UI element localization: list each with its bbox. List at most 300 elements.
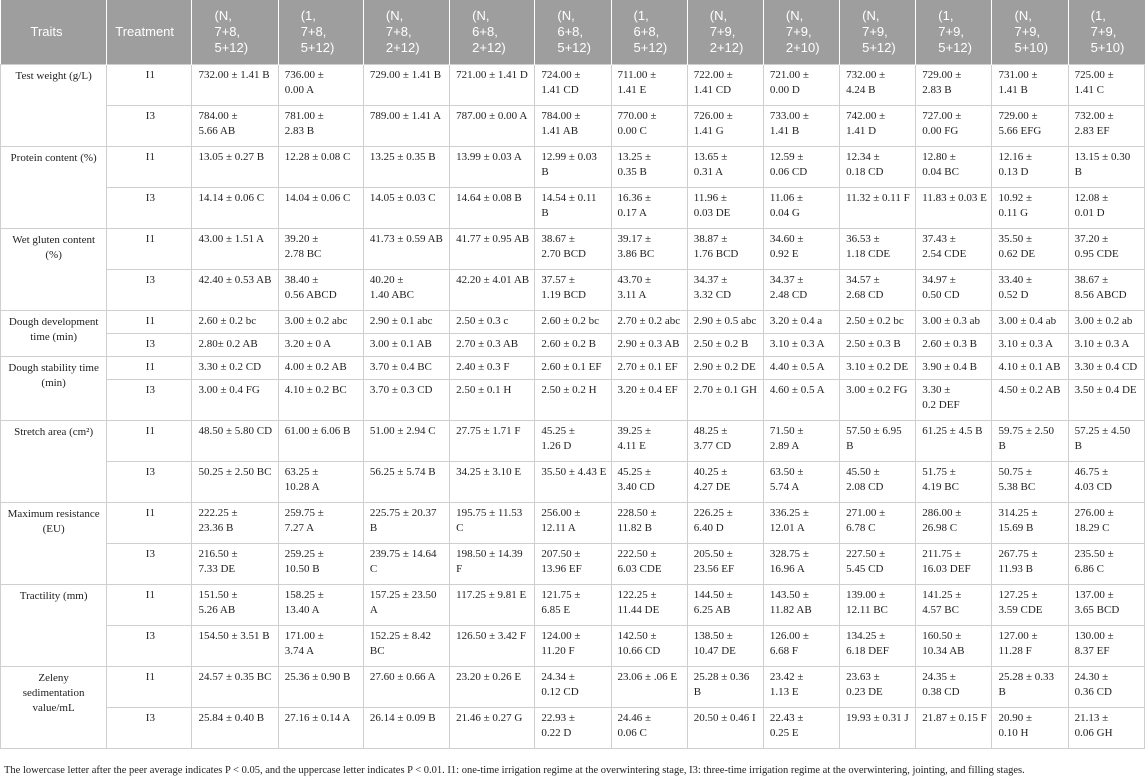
value-line: 1.76 BCD xyxy=(693,248,739,260)
value-cell xyxy=(192,421,278,462)
value-line: 24.30 ± xyxy=(1074,671,1109,683)
value-line: 4.60 ± 0.5 A xyxy=(769,384,825,396)
value-cell xyxy=(535,334,611,357)
value-cell xyxy=(192,462,278,503)
value-cell xyxy=(278,380,363,421)
value-cell xyxy=(916,503,992,544)
value-line: 10.92 ± xyxy=(998,192,1033,204)
value-line: 13.05 ± 0.27 B xyxy=(198,151,265,163)
value-cell xyxy=(192,147,278,188)
value-cell xyxy=(535,667,611,708)
value-line: 126.50 ± 3.42 F xyxy=(456,630,527,642)
value-cell xyxy=(450,585,535,626)
value-cell xyxy=(916,270,992,311)
value-line: 1.26 D xyxy=(541,440,572,452)
value-line: 137.00 ± xyxy=(1074,589,1114,601)
value-cell xyxy=(450,357,535,380)
value-line: 14.64 ± 0.08 B xyxy=(456,192,522,204)
value-cell xyxy=(450,229,535,270)
value-line: 151.50 ± xyxy=(198,589,238,601)
value-line: 1.41 CD xyxy=(541,84,579,96)
value-cell xyxy=(916,334,992,357)
value-cell xyxy=(763,188,839,229)
value-line: 0.00 D xyxy=(769,84,800,96)
value-line: 0.17 A xyxy=(617,207,647,219)
value-line: 5.66 EFG xyxy=(998,125,1042,137)
value-line: 2.80± 0.2 AB xyxy=(198,338,258,350)
value-line: 10.47 DE xyxy=(693,645,736,657)
value-line: 127.25 ± xyxy=(998,589,1038,601)
value-cell xyxy=(1068,270,1144,311)
value-cell xyxy=(916,65,992,106)
value-line: 51.75 ± xyxy=(922,466,956,478)
value-line: 3.10 ± 0.2 DE xyxy=(846,361,909,373)
value-cell xyxy=(363,106,449,147)
value-line: 271.00 ± xyxy=(846,507,886,519)
value-cell xyxy=(763,311,839,334)
value-line: 11.82 AB xyxy=(769,604,812,616)
value-line: 8.56 ABCD xyxy=(1074,289,1127,301)
value-cell xyxy=(535,462,611,503)
value-cell xyxy=(763,585,839,626)
trait-name: Dough development time (min) xyxy=(1,311,107,357)
value-cell xyxy=(840,626,916,667)
value-line: 2.54 CDE xyxy=(922,248,967,260)
value-line: 7.33 DE xyxy=(198,563,236,575)
value-cell xyxy=(840,708,916,749)
value-cell xyxy=(916,147,992,188)
value-line: 4.57 BC xyxy=(922,604,959,616)
value-cell xyxy=(363,462,449,503)
value-line: 45.25 ± xyxy=(617,466,652,478)
value-line: 2.83 EF xyxy=(1074,125,1110,137)
value-cell xyxy=(1068,188,1144,229)
value-line: 3.30 ± xyxy=(922,384,951,396)
value-line: 2.90 ± 0.3 AB xyxy=(617,338,680,350)
value-cell xyxy=(916,380,992,421)
header-traits: Traits xyxy=(1,0,107,65)
treatment-cell: I3 xyxy=(107,270,192,311)
value-cell xyxy=(535,106,611,147)
value-cell xyxy=(450,65,535,106)
value-line: 41.77 ± 0.95 AB xyxy=(456,233,530,245)
value-cell xyxy=(278,357,363,380)
value-cell xyxy=(992,421,1068,462)
value-line: 24.35 ± xyxy=(922,671,956,683)
value-cell xyxy=(363,229,449,270)
value-line: 0.10 H xyxy=(998,727,1029,739)
value-line: 21.13 ± xyxy=(1074,712,1109,724)
value-cell xyxy=(278,188,363,229)
value-line: 2.70 ± 0.1 EF xyxy=(617,361,678,373)
value-cell xyxy=(192,229,278,270)
value-line: 1.18 CDE xyxy=(846,248,891,260)
value-cell xyxy=(916,106,992,147)
value-line: 1.41 AB xyxy=(541,125,579,137)
header-genotype: (N, 6+8, 5+12) xyxy=(535,0,611,65)
value-line: 12.80 ± xyxy=(922,151,956,163)
trait-name: Tractility (mm) xyxy=(1,585,107,667)
table-row xyxy=(1,65,1145,106)
value-cell xyxy=(278,106,363,147)
value-line: 1.41 B xyxy=(998,84,1028,96)
value-line: 38.67 ± xyxy=(541,233,575,245)
value-cell xyxy=(611,357,687,380)
value-line: 57.50 ± 6.95 B xyxy=(846,425,902,452)
value-cell xyxy=(611,503,687,544)
value-cell xyxy=(535,585,611,626)
value-line: 34.60 ± xyxy=(769,233,804,245)
value-line: 10.66 CD xyxy=(617,645,661,657)
value-cell xyxy=(916,188,992,229)
value-cell xyxy=(840,147,916,188)
value-cell xyxy=(192,270,278,311)
value-line: 171.00 ± xyxy=(284,630,324,642)
value-cell xyxy=(278,462,363,503)
value-line: 3.77 CD xyxy=(693,440,732,452)
value-line: 0.18 CD xyxy=(846,166,884,178)
value-line: 0.36 CD xyxy=(1074,686,1112,698)
value-cell xyxy=(535,544,611,585)
value-line: 26.14 ± 0.09 B xyxy=(369,712,436,724)
value-line: 23.56 EF xyxy=(693,563,735,575)
value-line: 6.03 CDE xyxy=(617,563,662,575)
value-line: 124.00 ± xyxy=(541,630,581,642)
value-cell xyxy=(992,270,1068,311)
value-cell xyxy=(992,585,1068,626)
value-line: 2.68 CD xyxy=(846,289,884,301)
value-line: 0.06 C xyxy=(617,727,647,739)
value-line: 122.25 ± xyxy=(617,589,657,601)
value-line: 721.00 ± xyxy=(769,69,809,81)
value-cell xyxy=(1068,462,1144,503)
value-line: 3.20 ± 0 A xyxy=(284,338,332,350)
value-cell xyxy=(840,311,916,334)
value-line: 0.06 GH xyxy=(1074,727,1113,739)
value-line: 13.65 ± xyxy=(693,151,728,163)
header-genotype: (1, 7+9, 5+10) xyxy=(1068,0,1144,65)
value-cell xyxy=(840,357,916,380)
value-line: 0.56 ABCD xyxy=(284,289,337,301)
value-line: 4.19 BC xyxy=(922,481,959,493)
trait-name: Maximum resistance (EU) xyxy=(1,503,107,585)
value-line: 38.40 ± xyxy=(284,274,319,286)
value-line: 0.11 G xyxy=(998,207,1029,219)
value-line: 2.48 CD xyxy=(769,289,808,301)
value-cell xyxy=(763,270,839,311)
value-cell xyxy=(763,106,839,147)
value-line: 34.25 ± 3.10 E xyxy=(456,466,522,478)
treatment-cell: I1 xyxy=(107,503,192,544)
value-line: 12.34 ± xyxy=(846,151,880,163)
value-cell xyxy=(992,357,1068,380)
value-line: 27.16 ± 0.14 A xyxy=(284,712,351,724)
table-row xyxy=(1,229,1145,270)
value-cell xyxy=(450,311,535,334)
value-line: 770.00 ± xyxy=(617,110,657,122)
value-cell xyxy=(763,626,839,667)
value-line: 2.50 ± 0.2 bc xyxy=(846,315,904,327)
value-line: 152.25 ± 8.42 BC xyxy=(369,630,431,657)
table-row xyxy=(1,147,1145,188)
value-cell xyxy=(992,503,1068,544)
value-line: 10.28 A xyxy=(284,481,320,493)
trait-name: Zeleny sedimentation value/mL xyxy=(1,667,107,749)
value-cell xyxy=(687,667,763,708)
table-row xyxy=(1,334,1145,357)
value-line: 11.82 B xyxy=(617,522,652,534)
value-line: 10.34 AB xyxy=(922,645,965,657)
value-cell xyxy=(763,708,839,749)
value-line: 0.92 E xyxy=(769,248,799,260)
value-line: 16.36 ± xyxy=(617,192,652,204)
value-line: 157.25 ± 23.50 A xyxy=(369,589,437,616)
value-cell xyxy=(687,106,763,147)
value-cell xyxy=(1068,421,1144,462)
value-cell xyxy=(840,462,916,503)
value-line: 24.46 ± xyxy=(617,712,652,724)
value-line: 4.00 ± 0.2 AB xyxy=(284,361,347,373)
value-line: 0.35 B xyxy=(617,166,647,178)
value-line: 5.38 BC xyxy=(998,481,1036,493)
value-cell xyxy=(840,667,916,708)
value-line: 6.68 F xyxy=(769,645,799,657)
value-line: 3.32 CD xyxy=(693,289,732,301)
value-line: 222.25 ± xyxy=(198,507,238,519)
value-cell xyxy=(278,65,363,106)
value-line: 6.86 C xyxy=(1074,563,1105,575)
trait-name: Protein content (%) xyxy=(1,147,107,229)
value-line: 14.05 ± 0.03 C xyxy=(369,192,436,204)
value-line: 267.75 ± xyxy=(998,548,1038,560)
value-line: 127.00 ± xyxy=(998,630,1038,642)
value-line: 37.43 ± xyxy=(922,233,956,245)
value-cell xyxy=(535,188,611,229)
value-line: 205.50 ± xyxy=(693,548,733,560)
value-line: 314.25 ± xyxy=(998,507,1038,519)
value-cell xyxy=(763,65,839,106)
value-line: 36.53 ± xyxy=(846,233,880,245)
value-line: 50.25 ± 2.50 BC xyxy=(198,466,272,478)
value-cell xyxy=(363,311,449,334)
value-cell xyxy=(611,585,687,626)
value-line: 3.00 ± 0.4 FG xyxy=(198,384,260,396)
value-cell xyxy=(278,503,363,544)
value-line: 0.00 C xyxy=(617,125,647,137)
value-cell xyxy=(916,585,992,626)
value-line: 143.50 ± xyxy=(769,589,809,601)
table-row xyxy=(1,626,1145,667)
value-line: 3.10 ± 0.3 A xyxy=(998,338,1054,350)
value-cell xyxy=(611,380,687,421)
value-cell xyxy=(1068,357,1144,380)
table-row xyxy=(1,357,1145,380)
value-line: 0.22 D xyxy=(541,727,572,739)
value-cell xyxy=(278,421,363,462)
value-cell xyxy=(763,229,839,270)
value-cell xyxy=(763,503,839,544)
table-row xyxy=(1,380,1145,421)
value-line: 57.25 ± 4.50 B xyxy=(1074,425,1131,452)
value-line: 3.30 ± 0.4 CD xyxy=(1074,361,1138,373)
value-line: 259.25 ± xyxy=(284,548,324,560)
value-line: 225.75 ± 20.37 B xyxy=(369,507,437,534)
value-line: 12.11 BC xyxy=(846,604,888,616)
value-cell xyxy=(1068,65,1144,106)
table-row xyxy=(1,311,1145,334)
value-line: 198.50 ± 14.39 F xyxy=(456,548,523,575)
table-row xyxy=(1,106,1145,147)
value-cell xyxy=(192,380,278,421)
value-cell xyxy=(450,188,535,229)
value-cell xyxy=(192,188,278,229)
value-cell xyxy=(278,544,363,585)
value-line: 731.00 ± xyxy=(998,69,1038,81)
value-cell xyxy=(450,270,535,311)
value-line: 3.00 ± 0.1 AB xyxy=(369,338,432,350)
value-line: 142.50 ± xyxy=(617,630,657,642)
value-line: 138.50 ± xyxy=(693,630,733,642)
value-line: 2.60 ± 0.1 EF xyxy=(541,361,602,373)
value-cell xyxy=(363,708,449,749)
value-cell xyxy=(763,380,839,421)
value-cell xyxy=(1068,147,1144,188)
value-line: 228.50 ± xyxy=(617,507,657,519)
value-line: 742.00 ± xyxy=(846,110,886,122)
value-cell xyxy=(687,334,763,357)
value-line: 23.36 B xyxy=(198,522,234,534)
value-line: 39.20 ± xyxy=(284,233,319,245)
value-line: 0.31 A xyxy=(693,166,724,178)
header-genotype: (N, 7+9, 5+12) xyxy=(840,0,916,65)
header-genotype: (N, 7+8, 5+12) xyxy=(192,0,278,65)
value-line: 721.00 ± 1.41 D xyxy=(456,69,528,81)
value-line: 1.41 E xyxy=(617,84,647,96)
value-cell xyxy=(278,626,363,667)
value-line: 2.70 ± 0.3 AB xyxy=(456,338,519,350)
value-line: 12.28 ± 0.08 C xyxy=(284,151,351,163)
value-line: 21.87 ± 0.15 F xyxy=(922,712,987,724)
value-line: 13.96 EF xyxy=(541,563,582,575)
value-cell xyxy=(192,106,278,147)
value-line: 4.10 ± 0.1 AB xyxy=(998,361,1061,373)
value-line: 239.75 ± 14.64 C xyxy=(369,548,437,575)
value-cell xyxy=(278,708,363,749)
value-cell xyxy=(1068,503,1144,544)
trait-name: Test weight (g/L) xyxy=(1,65,107,147)
value-cell xyxy=(363,585,449,626)
value-cell xyxy=(611,270,687,311)
table-row xyxy=(1,544,1145,585)
value-line: 216.50 ± xyxy=(198,548,238,560)
value-line: 16.96 A xyxy=(769,563,805,575)
value-cell xyxy=(687,311,763,334)
value-cell xyxy=(278,270,363,311)
value-cell xyxy=(687,585,763,626)
value-line: 39.25 ± xyxy=(617,425,652,437)
value-line: 20.50 ± 0.46 I xyxy=(693,712,756,724)
value-cell xyxy=(611,626,687,667)
value-cell xyxy=(611,65,687,106)
value-line: 11.96 ± xyxy=(693,192,727,204)
value-line: 11.20 F xyxy=(541,645,575,657)
value-cell xyxy=(916,311,992,334)
value-cell xyxy=(363,188,449,229)
value-line: 5.66 AB xyxy=(198,125,236,137)
value-line: 144.50 ± xyxy=(693,589,733,601)
value-cell xyxy=(916,667,992,708)
value-line: 40.25 ± xyxy=(693,466,728,478)
value-cell xyxy=(840,585,916,626)
value-line: 61.00 ± 6.06 B xyxy=(284,425,351,437)
value-cell xyxy=(450,380,535,421)
header-row xyxy=(1,0,1145,65)
value-line: 20.90 ± xyxy=(998,712,1033,724)
value-line: 25.84 ± 0.40 B xyxy=(198,712,265,724)
value-line: 2.70 ± 0.2 abc xyxy=(617,315,681,327)
value-line: 6.40 D xyxy=(693,522,724,534)
value-line: 34.57 ± xyxy=(846,274,880,286)
value-cell xyxy=(992,188,1068,229)
value-cell xyxy=(1068,667,1144,708)
value-line: 40.20 ± xyxy=(369,274,404,286)
value-cell xyxy=(763,421,839,462)
value-line: 2.70 BCD xyxy=(541,248,586,260)
value-line: 276.00 ± xyxy=(1074,507,1114,519)
value-cell xyxy=(840,421,916,462)
value-line: 4.11 E xyxy=(617,440,646,452)
value-cell xyxy=(992,106,1068,147)
value-line: 3.10 ± 0.3 A xyxy=(1074,338,1130,350)
value-line: 0.00 A xyxy=(284,84,315,96)
value-line: 14.04 ± 0.06 C xyxy=(284,192,351,204)
value-line: 38.87 ± xyxy=(693,233,728,245)
value-line: 3.86 BC xyxy=(617,248,655,260)
header-genotype: (1, 7+9, 5+12) xyxy=(916,0,992,65)
value-line: 25.28 ± 0.33 B xyxy=(998,671,1055,698)
trait-name: Stretch area (cm²) xyxy=(1,421,107,503)
value-line: 38.67 ± xyxy=(1074,274,1109,286)
value-line: 729.00 ± xyxy=(998,110,1038,122)
value-line: 207.50 ± xyxy=(541,548,581,560)
value-line: 256.00 ± xyxy=(541,507,581,519)
treatment-cell: I1 xyxy=(107,229,192,270)
value-cell xyxy=(992,334,1068,357)
value-line: 134.25 ± xyxy=(846,630,886,642)
value-line: 27.75 ± 1.71 F xyxy=(456,425,521,437)
value-line: 12.16 ± xyxy=(998,151,1033,163)
value-line: 2.50 ± 0.2 B xyxy=(693,338,749,350)
value-line: 336.25 ± xyxy=(769,507,809,519)
value-line: 3.20 ± 0.4 EF xyxy=(617,384,678,396)
table-row xyxy=(1,462,1145,503)
value-line: 6.18 DEF xyxy=(846,645,889,657)
value-cell xyxy=(363,270,449,311)
value-cell xyxy=(363,667,449,708)
table-row xyxy=(1,667,1145,708)
value-cell xyxy=(535,503,611,544)
header-genotype: (N, 6+8, 2+12) xyxy=(450,0,535,65)
value-cell xyxy=(192,667,278,708)
treatment-cell: I3 xyxy=(107,380,192,421)
table-row xyxy=(1,270,1145,311)
value-cell xyxy=(278,334,363,357)
value-line: 784.00 ± xyxy=(541,110,581,122)
value-cell xyxy=(363,626,449,667)
value-line: 35.50 ± xyxy=(998,233,1033,245)
value-line: 2.90 ± 0.1 abc xyxy=(369,315,433,327)
value-cell xyxy=(535,270,611,311)
